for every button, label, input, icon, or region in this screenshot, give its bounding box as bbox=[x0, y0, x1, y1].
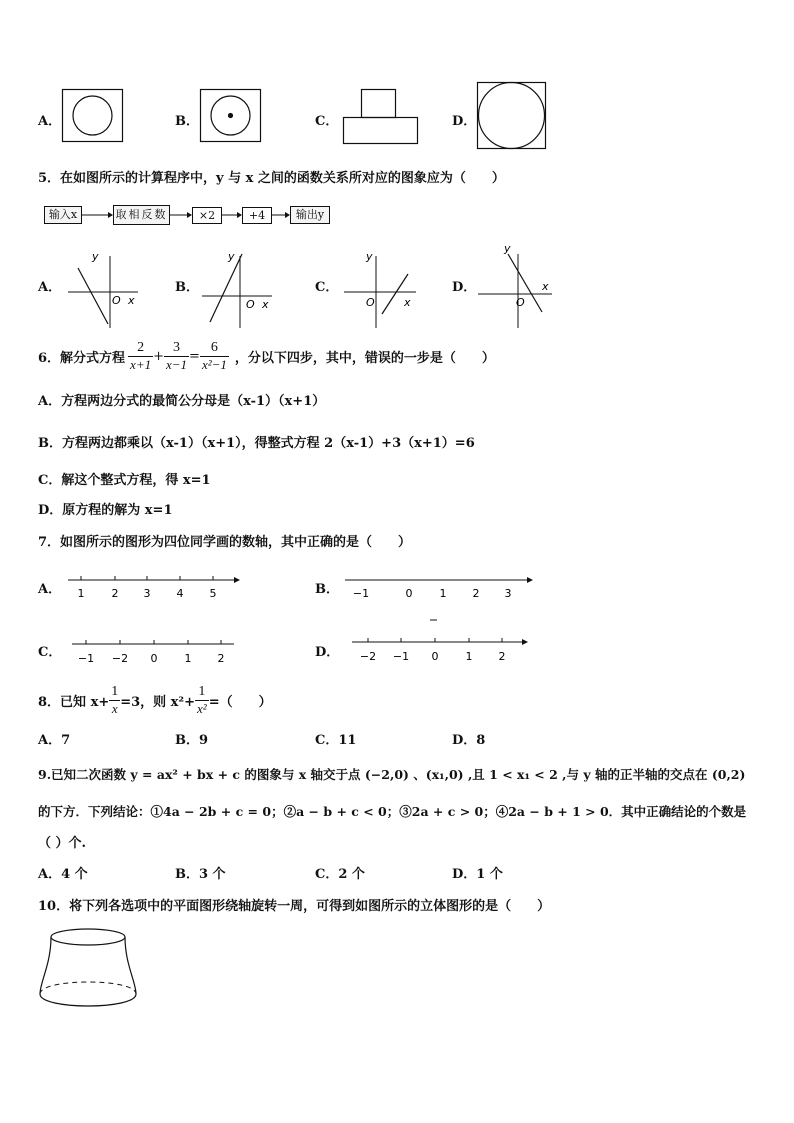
q4-option-a-figure bbox=[62, 89, 124, 143]
q4-option-c-label: C． bbox=[315, 114, 339, 129]
tick-label: 1 bbox=[439, 587, 447, 600]
q4-option-d-label: D． bbox=[452, 114, 477, 129]
q8-option-c: C．11 bbox=[315, 733, 357, 748]
q6-suffix: ，分以下四步，其中，错误的一步是（ ） bbox=[234, 350, 495, 366]
q5-graph-a bbox=[68, 248, 140, 330]
q8-option-d: D．8 bbox=[452, 733, 486, 748]
q6-stem bbox=[38, 336, 495, 376]
q9-option-a: A．4 个 bbox=[38, 867, 88, 882]
q7-numberline-c bbox=[72, 636, 238, 666]
tick-label: 1 bbox=[184, 652, 192, 665]
q6-fraction-1: $\frac{2}{x+1}$ bbox=[130, 339, 152, 372]
tick-label: −1 bbox=[77, 652, 95, 665]
tick-label: 2 bbox=[472, 587, 480, 600]
q5-graph-c bbox=[344, 248, 420, 330]
q9-line-2: 的下方．下列结论：①4a − 2b + c = 0；②a − b + c < 0；③2a + c > 0；④2a − b + 1 > 0．其中正确结论的个数是 bbox=[38, 804, 747, 819]
q8-stem bbox=[38, 680, 272, 720]
q7-numberline-b bbox=[345, 572, 537, 628]
tick-label: −2 bbox=[111, 652, 129, 665]
axis-x-label: x bbox=[128, 294, 135, 307]
tick-label: −1 bbox=[392, 650, 410, 663]
axis-x-label: x bbox=[542, 280, 549, 293]
origin-label: O bbox=[112, 294, 121, 307]
origin-label: O bbox=[246, 298, 255, 311]
q6-prefix: 6．解分式方程 bbox=[38, 350, 126, 366]
q8-suffix: =（ ） bbox=[208, 694, 272, 710]
q5-option-d-label: D． bbox=[452, 280, 477, 295]
tick-label: 3 bbox=[143, 587, 151, 600]
flow-box-plus-four: +4 bbox=[242, 207, 272, 224]
q7-option-d-label: D． bbox=[315, 645, 340, 660]
q4-option-b-figure bbox=[200, 89, 262, 143]
flow-box-negate: 取相反数 bbox=[113, 205, 170, 225]
origin-label: O bbox=[516, 296, 525, 309]
axis-y-label: y bbox=[366, 250, 373, 263]
q5-graph-d bbox=[478, 242, 558, 330]
tick-label: 2 bbox=[111, 587, 119, 600]
tick-label: 2 bbox=[498, 650, 506, 663]
q8-prefix: 8．已知 x+ bbox=[38, 694, 110, 710]
q5-option-c-label: C． bbox=[315, 280, 339, 295]
q9-line-3: （ ）个. bbox=[38, 836, 87, 851]
q7-option-c-label: C． bbox=[38, 645, 62, 660]
axis-x-label: x bbox=[262, 298, 269, 311]
q6-option-d: D．原方程的解为 x=1 bbox=[38, 503, 173, 518]
q7-option-b-label: B． bbox=[315, 582, 339, 597]
tick-label: 4 bbox=[176, 587, 184, 600]
q9-option-c: C．2 个 bbox=[315, 867, 365, 882]
tick-label: 1 bbox=[77, 587, 85, 600]
q6-option-a: A．方程两边分式的最简公分母是（x-1）（x+1） bbox=[38, 394, 326, 409]
q4-option-d-figure bbox=[477, 82, 547, 150]
origin-label: O bbox=[366, 296, 375, 309]
q10-stem: 10．将下列各选项中的平面图形绕轴旋转一周，可得到如图所示的立体图形的是（ ） bbox=[38, 899, 551, 914]
axis-y-label: y bbox=[504, 242, 511, 255]
axis-x-label: x bbox=[404, 296, 411, 309]
tick-label: 2 bbox=[217, 652, 225, 665]
q6-option-c: C．解这个整式方程，得 x=1 bbox=[38, 473, 211, 488]
q5-option-a-label: A． bbox=[38, 280, 62, 295]
q9-option-b: B．3 个 bbox=[175, 867, 226, 882]
q4-option-c-figure bbox=[343, 89, 419, 145]
q9-option-d: D．1 个 bbox=[452, 867, 503, 882]
q8-option-a: A．7 bbox=[38, 733, 71, 748]
equals-sign: = bbox=[189, 348, 200, 364]
tick-label: −2 bbox=[359, 650, 377, 663]
q8-fraction-1: $\frac{1}{x}$ bbox=[111, 683, 119, 716]
q4-option-a-label: A． bbox=[38, 114, 62, 129]
q6-option-b: B．方程两边都乘以（x-1）（x+1），得整式方程 2（x-1）+3（x+1）=6 bbox=[38, 436, 475, 451]
q9-line-1: 9.已知二次函数 y = ax² + bx + c 的图象与 x 轴交于点 (−2,0) 、(x₁,0) ,且 1 < x₁ < 2 ,与 y 轴的正半轴的交点在 (0,2) bbox=[38, 767, 746, 782]
tick-label: 0 bbox=[431, 650, 439, 663]
flow-box-output: 输出y bbox=[290, 206, 330, 224]
q6-fraction-3: $\frac{6}{\text{x²−1}}$ bbox=[201, 339, 227, 372]
tick-label: 1 bbox=[465, 650, 473, 663]
q7-numberline-d bbox=[352, 632, 532, 666]
tick-label: 5 bbox=[209, 587, 217, 600]
q7-stem: 7．如图所示的图形为四位同学画的数轴，其中正确的是（ ） bbox=[38, 535, 412, 550]
q7-option-a-label: A． bbox=[38, 582, 62, 597]
q8-fraction-2: $\frac{1}{\text{x²}}$ bbox=[197, 683, 207, 716]
axis-y-label: y bbox=[228, 250, 235, 263]
q5-option-b-label: B． bbox=[175, 280, 199, 295]
flow-box-input: 输入x bbox=[44, 206, 82, 224]
q8-mid: =3，则 x²+ bbox=[120, 694, 196, 710]
flow-box-times-two: ×2 bbox=[192, 207, 222, 224]
q4-option-b-label: B． bbox=[175, 114, 199, 129]
q8-option-b: B．9 bbox=[175, 733, 209, 748]
plus-sign: + bbox=[153, 348, 164, 364]
q5-stem: 5．在如图所示的计算程序中，y 与 x 之间的函数关系所对应的图象应为（ ） bbox=[38, 171, 505, 186]
q7-numberline-a bbox=[68, 572, 244, 602]
tick-label: 0 bbox=[150, 652, 158, 665]
q10-solid-figure bbox=[36, 924, 142, 1016]
tick-label: −1 bbox=[352, 587, 370, 600]
tick-label: 3 bbox=[504, 587, 512, 600]
axis-y-label: y bbox=[92, 250, 99, 263]
q6-fraction-2: $\frac{3}{x-1}$ bbox=[166, 339, 188, 372]
tick-label: 0 bbox=[405, 587, 413, 600]
q5-flowchart bbox=[44, 204, 334, 226]
q5-graph-b bbox=[202, 248, 278, 330]
